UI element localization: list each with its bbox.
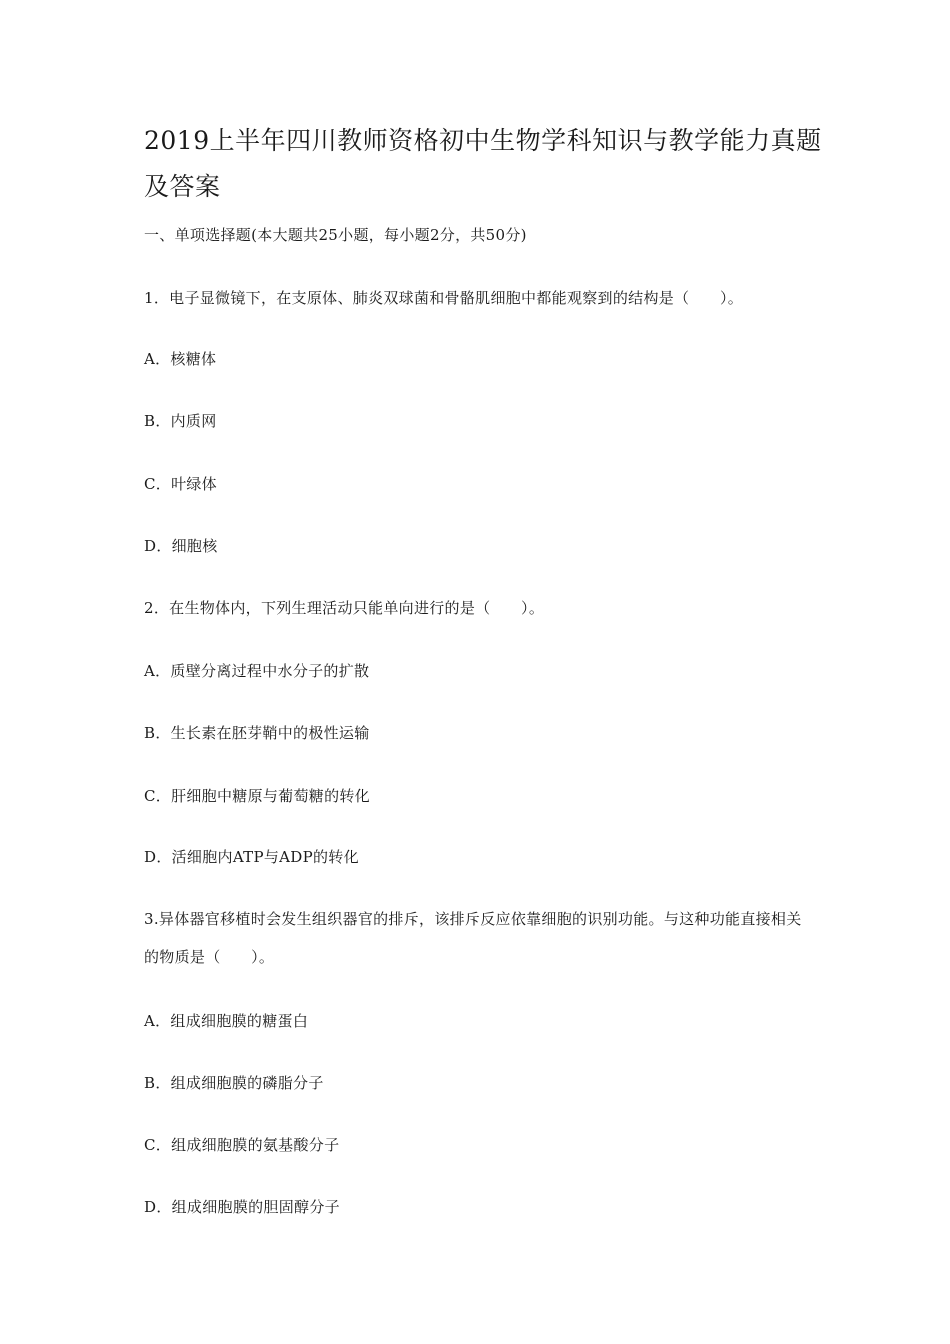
question-3-option-b: B．组成细胞膜的磷脂分子 [144, 1074, 324, 1092]
question-1-stem: 1．电子显微镜下，在支原体、肺炎双球菌和骨骼肌细胞中都能观察到的结构是（ ）。 [144, 289, 744, 307]
question-2-stem: 2．在生物体内，下列生理活动只能单向进行的是（ ）。 [144, 599, 545, 617]
question-2-option-a: A．质壁分离过程中水分子的扩散 [144, 662, 370, 680]
question-1-option-a: A．核糖体 [144, 350, 217, 368]
question-1-option-c: C．叶绿体 [144, 475, 217, 493]
question-2-option-d: D．活细胞内ATP与ADP的转化 [144, 848, 359, 866]
section-heading: 一、单项选择题(本大题共25小题，每小题2分，共50分) [144, 226, 527, 244]
question-1-option-d: D．细胞核 [144, 537, 218, 555]
document-title: 2019上半年四川教师资格初中生物学科知识与教学能力真题及答案 [144, 126, 822, 201]
question-2-option-c: C．肝细胞中糖原与葡萄糖的转化 [144, 787, 370, 805]
question-2-option-b: B．生长素在胚芽鞘中的极性运输 [144, 724, 370, 742]
question-3-option-c: C．组成细胞膜的氨基酸分子 [144, 1136, 340, 1154]
question-3-stem: 3.异体器官移植时会发生组织器官的排斥，该排斥反应依靠细胞的识别功能。与这种功能直接相关的物质是（ ）。 [144, 910, 802, 966]
question-3-option-a: A．组成细胞膜的糖蛋白 [144, 1012, 309, 1030]
question-1-option-b: B．内质网 [144, 412, 217, 430]
question-3-option-d: D．组成细胞膜的胆固醇分子 [144, 1198, 340, 1216]
